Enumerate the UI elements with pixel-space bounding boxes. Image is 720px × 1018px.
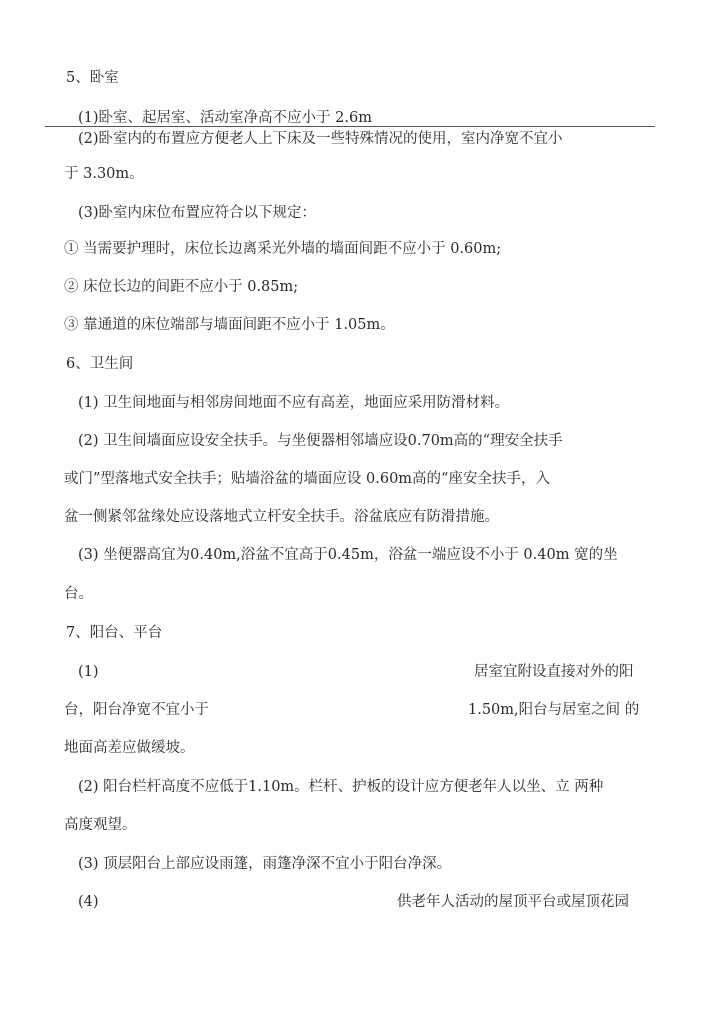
- section-6-item-3-line-2: 台。: [64, 586, 93, 602]
- section-5-item-3-sub-3: ③ 靠通道的床位端部与墙面间距不应小于 1.05m。: [64, 317, 395, 333]
- section-5-item-2-line-1: (2)卧室内的布置应方便老人上下床及一些特殊情况的使用，室内净宽不宜小: [78, 131, 563, 147]
- section-6-heading: 6、卫生间: [66, 356, 134, 372]
- section-6-item-2-line-1: (2) 卫生间墙面应设安全扶手。与坐便器相邻墙应设0.70m高的“理安全扶手: [78, 433, 563, 449]
- section-5-item-3-sub-2: ② 床位长边的间距不应小于 0.85m;: [64, 279, 299, 295]
- section-7-item-4-number: (4): [78, 894, 99, 910]
- section-6-item-1: (1) 卫生间地面与相邻房间地面不应有高差，地面应采用防滑材料。: [78, 395, 510, 411]
- section-7-item-1-line-1-text: 居室宜附设直接对外的阳: [474, 664, 634, 680]
- section-7-item-1-line-2-right: 1.50m,阳台与居室之间 的: [468, 702, 640, 718]
- section-6-item-3-line-1: (3) 坐便器高宜为0.40m,浴盆不宜高于0.45m，浴盆一端应设不小于 0.40m 宽的坐: [78, 547, 618, 563]
- section-7-item-4-text: 供老年人活动的屋顶平台或屋顶花园: [397, 894, 629, 910]
- section-6-item-2-line-3: 盆一侧紧邻盆缘处应设落地式立杆安全扶手。浴盆底应有防滑措施。: [64, 509, 499, 525]
- section-5-item-3: (3)卧室内床位布置应符合以下规定：: [78, 205, 317, 221]
- section-5-item-1: (1)卧室、起居室、活动室净高不应小于 2.6m: [78, 110, 372, 126]
- section-5-heading: 5、卧室: [66, 70, 119, 86]
- horizontal-rule: [45, 126, 655, 127]
- section-7-item-1-number: (1): [78, 664, 99, 680]
- section-7-item-1-line-3: 地面高差应做缓坡。: [64, 740, 195, 756]
- section-7-heading: 7、阳台、平台: [66, 625, 163, 641]
- section-7-item-1-line-2-left: 台，阳台净宽不宜小于: [64, 702, 209, 718]
- section-6-item-2-line-2: 或门”型落地式安全扶手；贴墙浴盆的墙面应设 0.60m高的“座安全扶手，入: [64, 471, 550, 487]
- section-7-item-2-line-2: 高度观望。: [64, 817, 137, 833]
- section-5-item-3-sub-1: ① 当需要护理时，床位长边离采光外墙的墙面间距不应小于 0.60m;: [64, 241, 502, 257]
- section-7-item-3: (3) 顶层阳台上部应设雨篷，雨篷净深不宜小于阳台净深。: [78, 856, 452, 872]
- section-5-item-2-line-2: 于 3.30m。: [64, 166, 144, 182]
- section-7-item-2-line-1: (2) 阳台栏杆高度不应低于1.10m。栏杆、护板的设计应方便老年人以坐、立 两种: [78, 779, 604, 795]
